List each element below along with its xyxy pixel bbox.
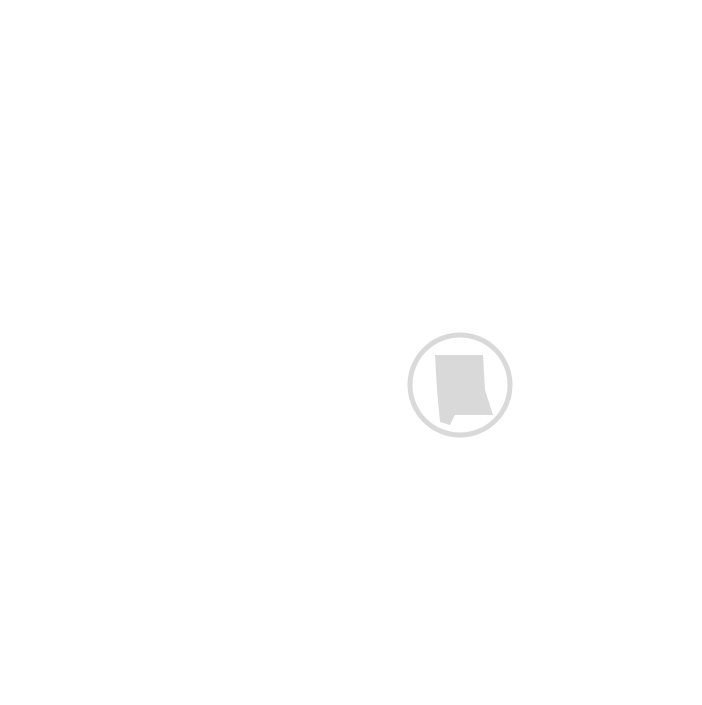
footer-label — [465, 690, 469, 705]
footer-label — [543, 690, 547, 705]
footer-label — [0, 690, 4, 705]
footer-label — [78, 690, 82, 705]
annotation-bg — [318, 88, 430, 101]
footer-label — [620, 690, 624, 705]
state-outline-icon — [395, 330, 525, 440]
footer-label — [698, 690, 702, 705]
footer-label — [310, 690, 314, 705]
footer-label — [155, 690, 159, 705]
footer-watermark-strip — [0, 690, 702, 705]
mississippi-deq-watermark — [395, 330, 525, 490]
footer-label — [388, 690, 392, 705]
footer-label — [233, 690, 237, 705]
